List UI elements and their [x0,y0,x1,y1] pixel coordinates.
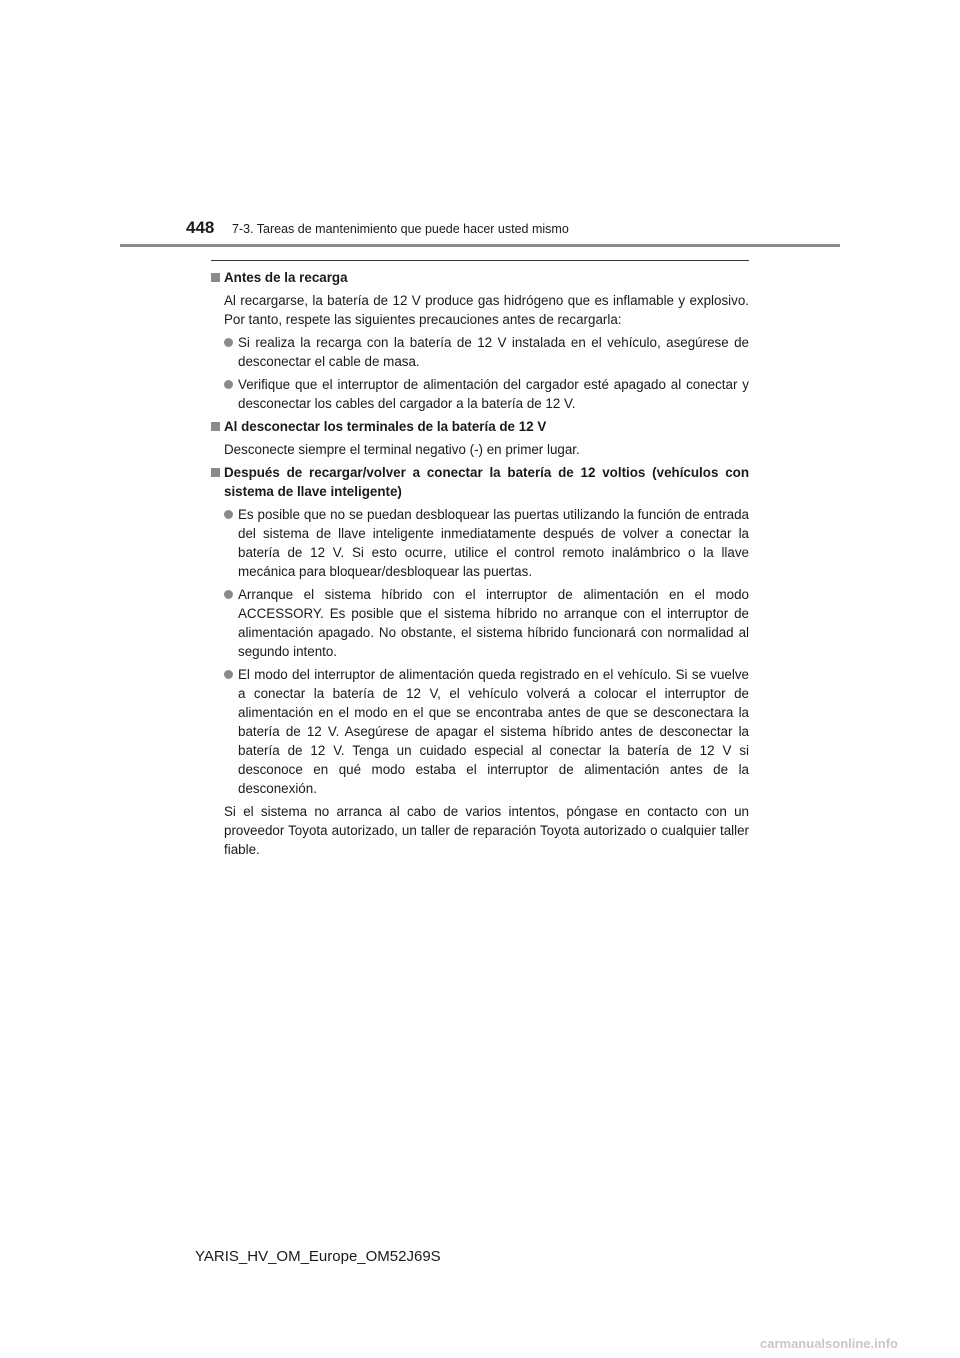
section-heading-text: Después de recargar/volver a conectar la batería de 12 voltios (vehículos con sistema de llave inteligente) [224,465,749,499]
section-heading [211,417,749,436]
circle-bullet-icon [224,590,233,599]
watermark: carmanualsonline.info [760,1336,898,1351]
bullet-text: Verifique que el interruptor de alimentación del cargador esté apagado al conectar y desconectar los cables del cargador a la batería de 12 V. [238,377,749,411]
bullet-item [211,665,749,798]
section-heading [211,268,749,287]
bullet-item [211,375,749,413]
section-heading-text: Al desconectar los terminales de la batería de 12 V [224,419,547,434]
header-rule [120,244,840,247]
bullet-item [211,585,749,661]
square-bullet-icon [211,273,220,282]
section-intro: Al recargarse, la batería de 12 V produce gas hidrógeno que es inflamable y explosivo. Por tanto, respete las siguientes precauciones antes de recargarla: [224,293,749,327]
page-content [211,268,749,863]
bullet-text: Si realiza la recarga con la batería de 12 V instalada en el vehículo, asegúrese de desconectar el cable de masa. [238,335,749,369]
bullet-text: Arranque el sistema híbrido con el interruptor de alimentación en el modo ACCESSORY. Es posible que el sistema híbrido no arranque con el interruptor de alimentación apagado. No obstante, el sistema híbrido funcionará con normalidad al segundo intento. [238,587,749,659]
section-heading [211,463,749,501]
square-bullet-icon [211,468,220,477]
bullet-text: Es posible que no se puedan desbloquear las puertas utilizando la función de entrada del sistema de llave inteligente inmediatamente después de volver a conectar la batería de 12 V. Si esto ocurre, utilice el control remoto inalámbrico o la llave mecánica para bloquear/desbloquear las puertas. [238,507,749,579]
circle-bullet-icon [224,510,233,519]
section-rule [211,260,749,261]
bullet-item [211,505,749,581]
circle-bullet-icon [224,670,233,679]
footer-document-id: YARIS_HV_OM_Europe_OM52J69S [195,1248,441,1265]
bullet-item [211,333,749,371]
section-body: Desconecte siempre el terminal negativo (-) en primer lugar. [224,442,580,457]
page-number: 448 [186,218,215,237]
circle-bullet-icon [224,380,233,389]
chapter-title: 7-3. Tareas de mantenimiento que puede hacer usted mismo [232,222,569,236]
section-heading-text: Antes de la recarga [224,270,348,285]
square-bullet-icon [211,422,220,431]
bullet-text: El modo del interruptor de alimentación queda registrado en el vehículo. Si se vuelve a conectar la batería de 12 V, el vehículo volverá a colocar el interruptor de alimentación en el modo en el que se encontraba antes de que se desconectara la batería de 12 V. Asegúrese de apagar el sistema híbrido antes de desconectar la batería de 12 V. Tenga un cuidado especial al conectar la batería de 12 V si desconoce en qué modo estaba el interruptor de alimentación antes de la desconexión. [238,667,749,796]
circle-bullet-icon [224,338,233,347]
section-closing: Si el sistema no arranca al cabo de varios intentos, póngase en contacto con un proveedor Toyota autorizado, un taller de reparación Toyota autorizado o cualquier taller fiable. [224,804,749,857]
